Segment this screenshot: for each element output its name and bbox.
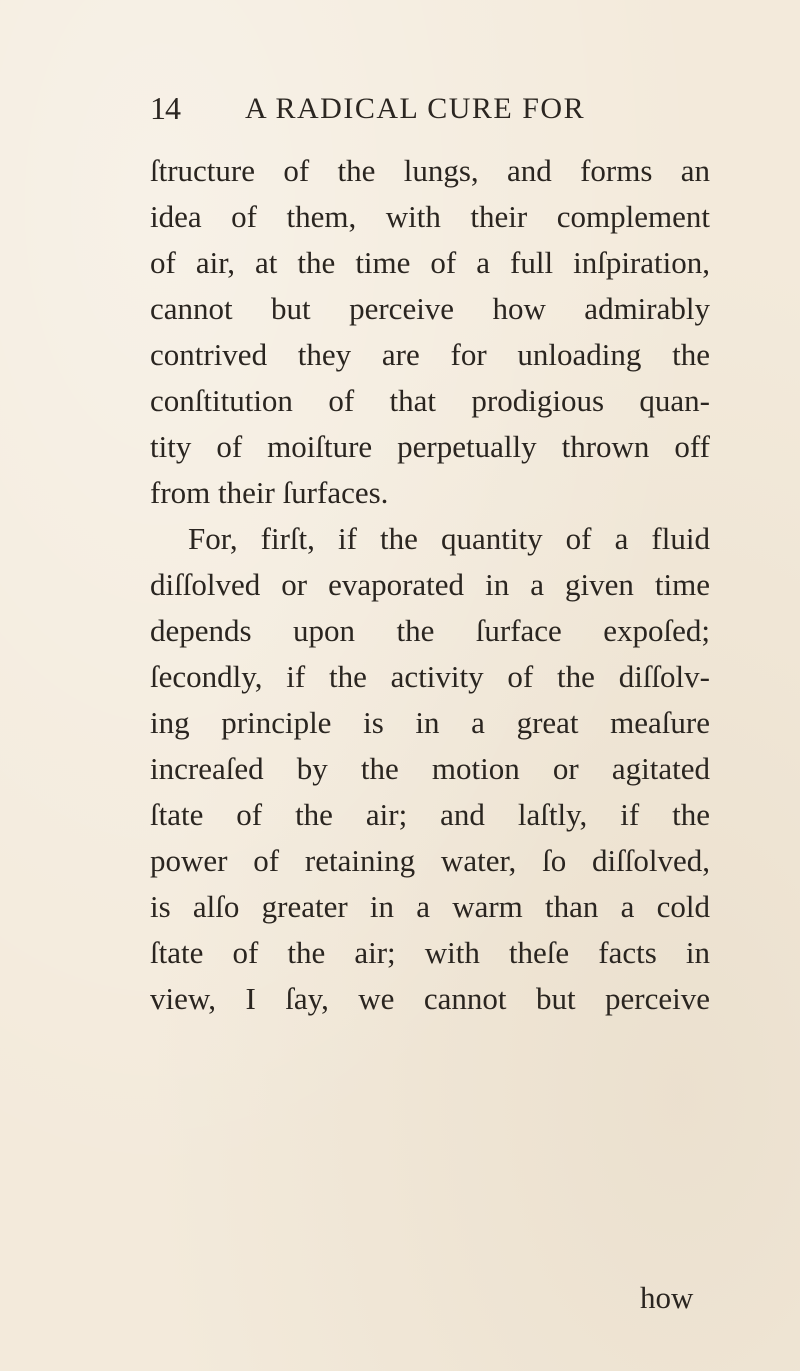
page-number: 14 (150, 90, 180, 126)
text-line: diſſolved or evaporated in a given time (150, 567, 710, 602)
text-line: ing principle is in a great meaſure (150, 705, 710, 740)
text-line: idea of them, with their complement (150, 199, 710, 234)
text-line: ſecondly, if the activity of the diſſolv- (150, 659, 710, 694)
catchword: how (640, 1280, 694, 1315)
text-line: from their ſurfaces. (150, 475, 389, 510)
text-line: ſtate of the air; with theſe facts in (150, 935, 710, 970)
text-line: ſtate of the air; and laſtly, if the (150, 797, 710, 832)
text-line: conſtitution of that prodigious quan- (150, 383, 710, 418)
text-line-indented: For, firſt, if the quantity of a fluid (188, 521, 710, 556)
text-line: view, I ſay, we cannot but perceive (150, 981, 710, 1016)
text-line: increaſed by the motion or agitated (150, 751, 710, 786)
text-line: contrived they are for unloading the (150, 337, 710, 372)
text-line: ſtructure of the lungs, and forms an (150, 153, 710, 188)
text-line: is alſo greater in a warm than a cold (150, 889, 710, 924)
text-line: cannot but perceive how admirably (150, 291, 710, 326)
text-line: power of retaining water, ſo diſſolved, (150, 843, 710, 878)
running-title: A RADICAL CURE FOR (245, 92, 586, 125)
text-line: of air, at the time of a full inſpiration, (150, 245, 710, 280)
text-line: tity of moiſture perpetually thrown off (150, 429, 710, 464)
text-line: depends upon the ſurface expoſed; (150, 613, 710, 648)
running-head (150, 90, 750, 140)
